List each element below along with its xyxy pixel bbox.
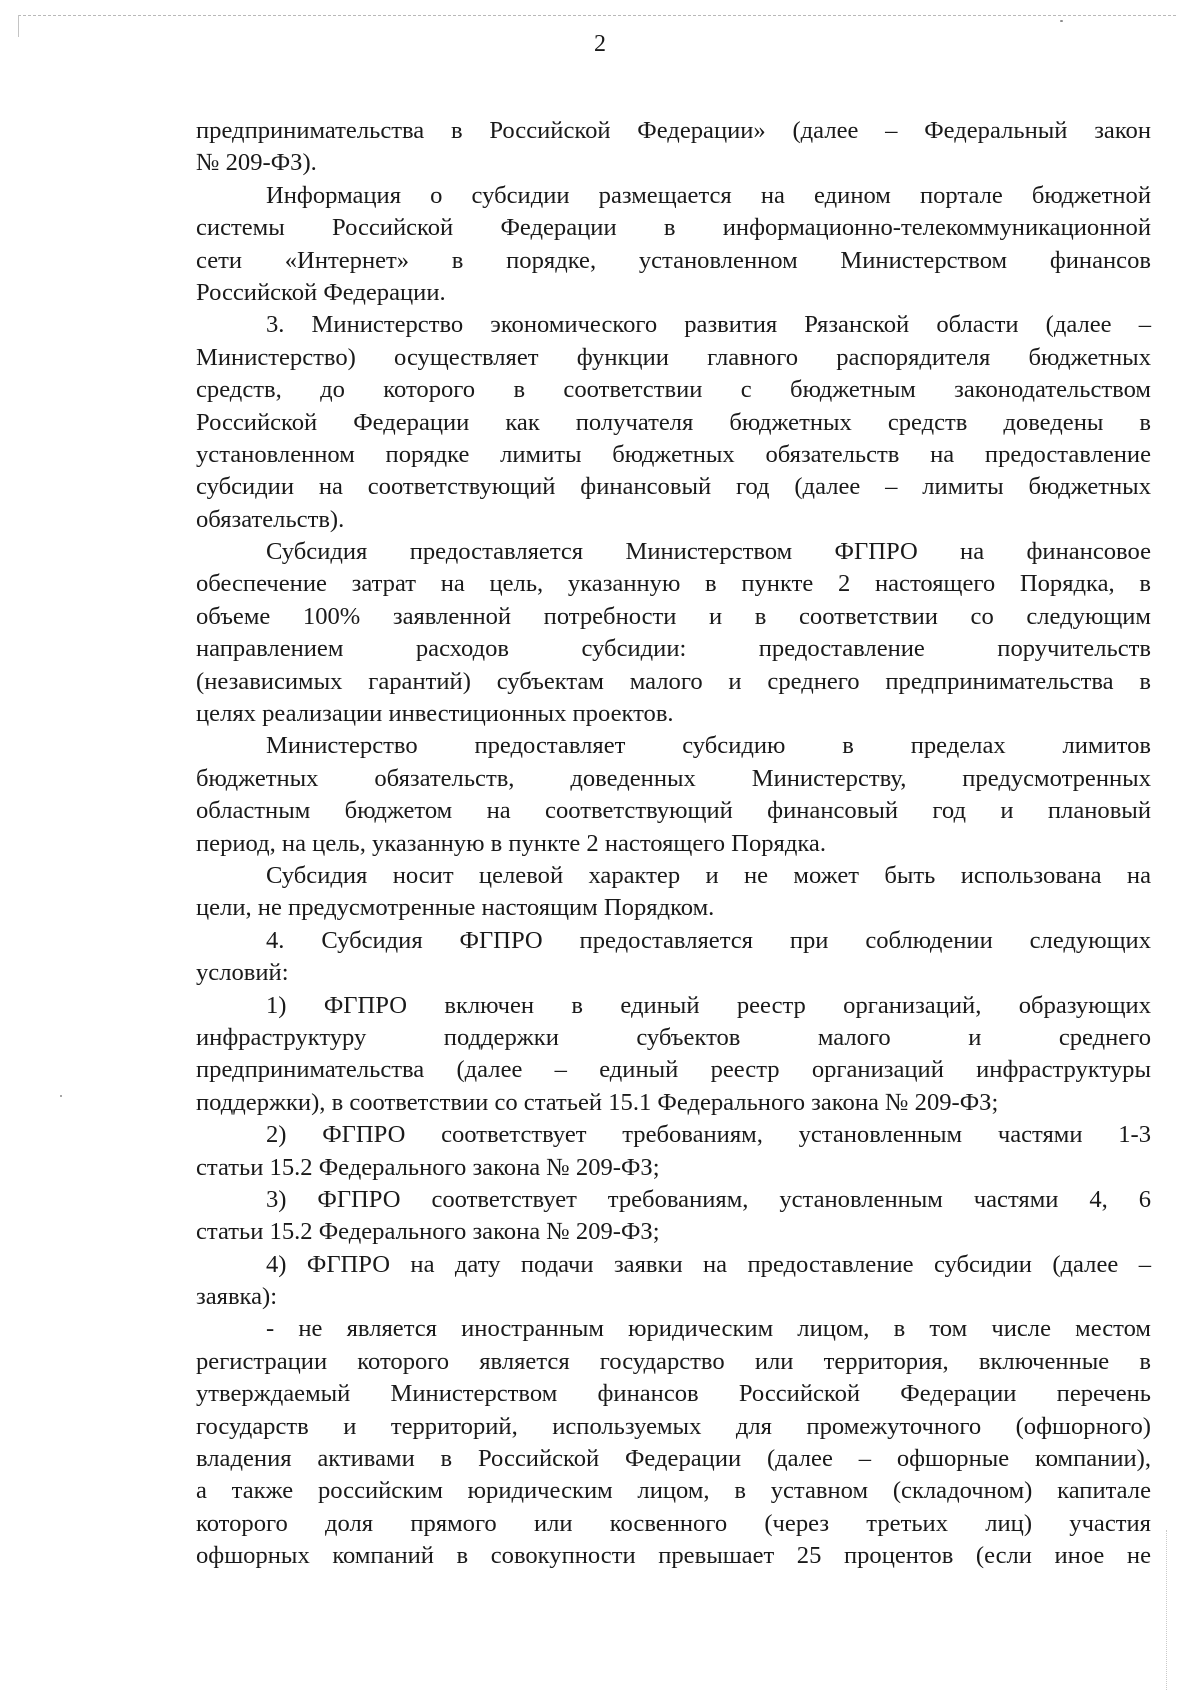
text-line: Российской Федерации как получателя бюджетных средств доведены в bbox=[196, 408, 1151, 436]
text-line: статьи 15.2 Федерального закона № 209-ФЗ; bbox=[196, 1153, 660, 1181]
text-line: инфраструктуру поддержки субъектов малого и среднего bbox=[196, 1023, 1151, 1051]
text-line: объеме 100% заявленной потребности и в соответствии со следующим bbox=[196, 602, 1151, 630]
text-line: условий: bbox=[196, 959, 289, 987]
text-line: 1) ФГПРО включен в единый реестр организаций, образующих bbox=[266, 991, 1151, 1019]
paragraph bbox=[196, 860, 1151, 925]
text-line: 4) ФГПРО на дату подачи заявки на предоставление субсидии (далее – bbox=[266, 1250, 1151, 1278]
text-line: установленном порядке лимиты бюджетных обязательств на предоставление bbox=[196, 440, 1151, 468]
text-line: - не является иностранным юридическим лицом, в том числе местом bbox=[266, 1315, 1151, 1343]
text-line: регистрации которого является государство или территория, включенные в bbox=[196, 1347, 1151, 1375]
paragraph bbox=[196, 1119, 1151, 1184]
scan-border-top bbox=[18, 15, 1176, 16]
paragraph bbox=[196, 115, 1151, 180]
text-line: Субсидия носит целевой характер и не может быть использована на bbox=[266, 861, 1151, 889]
page-number: 2 bbox=[594, 31, 606, 57]
text-line: системы Российской Федерации в информационно-телекоммуникационной bbox=[196, 214, 1151, 242]
text-line: 4. Субсидия ФГПРО предоставляется при соблюдении следующих bbox=[266, 926, 1151, 954]
text-line: 3. Министерство экономического развития Рязанской области (далее – bbox=[266, 311, 1151, 339]
text-line: обязательств). bbox=[196, 505, 345, 533]
paragraph bbox=[196, 990, 1151, 1120]
text-line: которого доля прямого или косвенного (через третьих лиц) участия bbox=[196, 1509, 1151, 1537]
text-line: предпринимательства (далее – единый реестр организаций инфраструктуры bbox=[196, 1056, 1151, 1084]
text-line: государств и территорий, используемых для промежуточного (офшорного) bbox=[196, 1412, 1151, 1440]
text-line: областным бюджетом на соответствующий финансовый год и плановый bbox=[196, 797, 1151, 825]
scan-speck bbox=[60, 1095, 62, 1097]
text-line: Министерство предоставляет субсидию в пределах лимитов bbox=[266, 732, 1151, 760]
text-line: заявка): bbox=[196, 1283, 278, 1311]
paragraph bbox=[196, 730, 1151, 860]
text-line: целях реализации инвестиционных проектов. bbox=[196, 700, 674, 728]
paragraph bbox=[196, 536, 1151, 730]
text-line: (независимых гарантий) субъектам малого и среднего предпринимательства в bbox=[196, 667, 1151, 695]
scan-border-right bbox=[1166, 1530, 1167, 1690]
text-line: предпринимательства в Российской Федерации» (далее – Федеральный закон bbox=[196, 117, 1151, 144]
text-line: утверждаемый Министерством финансов Российской Федерации перечень bbox=[196, 1380, 1151, 1408]
paragraph bbox=[196, 309, 1151, 536]
text-line: направлением расходов субсидии: предоставление поручительств bbox=[196, 635, 1151, 663]
text-line: Российской Федерации. bbox=[196, 278, 446, 306]
paragraph bbox=[196, 180, 1151, 310]
text-line: статьи 15.2 Федерального закона № 209-ФЗ; bbox=[196, 1218, 660, 1246]
text-line: средств, до которого в соответствии с бюджетным законодательством bbox=[196, 376, 1151, 404]
paragraph bbox=[196, 1249, 1151, 1314]
text-line: субсидии на соответствующий финансовый год (далее – лимиты бюджетных bbox=[196, 473, 1151, 501]
text-line: владения активами в Российской Федерации (далее – офшорные компании), bbox=[196, 1445, 1151, 1473]
text-line: сети «Интернет» в порядке, установленном Министерством финансов bbox=[196, 246, 1151, 274]
text-line: 2) ФГПРО соответствует требованиям, установленным частями 1-3 bbox=[266, 1121, 1151, 1149]
text-line: № 209-ФЗ). bbox=[196, 149, 317, 177]
text-line: бюджетных обязательств, доведенных Министерству, предусмотренных bbox=[196, 764, 1151, 792]
paragraph bbox=[196, 1184, 1151, 1249]
text-line: поддержки), в соответствии со статьей 15.1 Федерального закона № 209-ФЗ; bbox=[196, 1088, 999, 1116]
document-body bbox=[196, 115, 1151, 1573]
text-line: а также российским юридическим лицом, в уставном (складочном) капитале bbox=[196, 1477, 1151, 1505]
text-line: обеспечение затрат на цель, указанную в пункте 2 настоящего Порядка, в bbox=[196, 570, 1151, 598]
text-line: офшорных компаний в совокупности превышает 25 процентов (если иное не bbox=[196, 1542, 1151, 1570]
text-line: Субсидия предоставляется Министерством ФГПРО на финансовое bbox=[266, 538, 1151, 566]
text-line: период, на цель, указанную в пункте 2 настоящего Порядка. bbox=[196, 829, 826, 857]
text-line: Министерство) осуществляет функции главного распорядителя бюджетных bbox=[196, 343, 1151, 371]
text-line: Информация о субсидии размещается на едином портале бюджетной bbox=[266, 181, 1151, 209]
scan-speck bbox=[1060, 20, 1063, 22]
text-line: цели, не предусмотренные настоящим Порядком. bbox=[196, 894, 715, 922]
paragraph bbox=[196, 925, 1151, 990]
text-line: 3) ФГПРО соответствует требованиям, установленным частями 4, 6 bbox=[266, 1185, 1151, 1213]
paragraph bbox=[196, 1313, 1151, 1572]
